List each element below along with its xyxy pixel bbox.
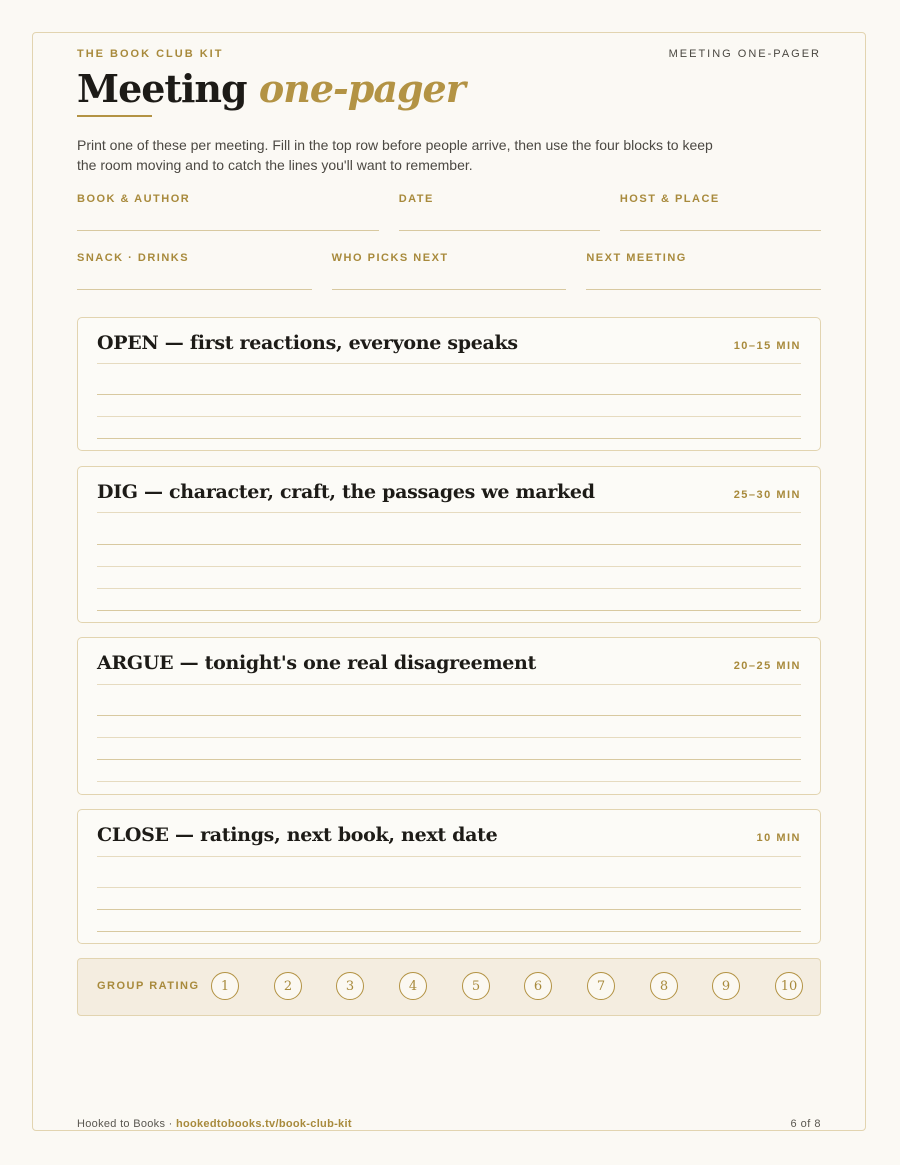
intro-paragraph: Print one of these per meeting. Fill in the top row before people arrive, then use the four blocks to keep the room moving and to catch the lines you'll want to remember. [77,137,713,173]
kit-kicker: THE BOOK CLUB KIT [77,48,224,60]
group-rating-label: GROUP RATING [97,980,200,992]
write-line[interactable] [586,289,821,290]
note-line[interactable] [97,715,801,716]
page-number: 6 of 8 [790,1118,821,1130]
rating-option-5[interactable]: 5 [462,972,490,1000]
note-line[interactable] [97,781,801,782]
header-rule [97,512,801,513]
field-label: HOST & PLACE [619,193,720,205]
field-snack-drinks[interactable] [77,252,312,290]
write-line[interactable] [77,289,312,290]
note-line[interactable] [97,909,801,910]
block-time: 10 MIN [756,832,801,844]
field-label: BOOK & AUTHOR [77,193,191,205]
block-header [97,481,801,503]
rating-option-1[interactable]: 1 [211,972,239,1000]
top-row [77,47,821,61]
block-header [97,824,801,846]
note-line[interactable] [97,566,801,567]
field-label: NEXT MEETING [586,252,687,264]
block-time: 10–15 MIN [733,340,801,352]
meeting-one-pager-page [32,32,866,1131]
rating-option-7[interactable]: 7 [587,972,615,1000]
field-host-place[interactable] [620,193,821,231]
title-main: Meeting [77,66,247,111]
page-footer [77,1118,821,1130]
field-label: WHO PICKS NEXT [331,252,449,264]
write-line[interactable] [620,230,821,231]
note-line[interactable] [97,887,801,888]
note-line[interactable] [97,544,801,545]
block-header [97,652,801,674]
header-rule [97,856,801,857]
block-title: DIG — character, craft, the passages we marked [97,481,595,503]
note-line[interactable] [97,759,801,760]
rating-option-2[interactable]: 2 [274,972,302,1000]
rating-option-3[interactable]: 3 [336,972,364,1000]
title-underline [77,115,152,117]
rating-option-10[interactable]: 10 [775,972,803,1000]
rating-option-6[interactable]: 6 [524,972,552,1000]
footer-url-link[interactable]: hookedtobooks.tv/book-club-kit [175,1118,352,1130]
block-dig [77,466,821,623]
field-label: DATE [398,193,434,205]
note-line[interactable] [97,416,801,417]
field-book-author[interactable] [77,193,379,231]
header-rule [97,363,801,364]
block-time: 25–30 MIN [733,489,801,501]
field-who-picks-next[interactable] [332,252,567,290]
meeting-fields [77,193,821,290]
fields-row-1 [77,193,821,231]
document-type-label: MEETING ONE-PAGER [668,48,821,60]
footer-credit [77,1118,352,1130]
block-title: CLOSE — ratings, next book, next date [97,824,498,846]
rating-option-4[interactable]: 4 [399,972,427,1000]
note-line[interactable] [97,931,801,932]
rating-option-9[interactable]: 9 [712,972,740,1000]
note-line[interactable] [97,737,801,738]
header-rule [97,684,801,685]
note-line[interactable] [97,394,801,395]
field-date[interactable] [399,193,600,231]
block-argue [77,637,821,795]
title-accent: one-pager [258,66,465,111]
field-label: SNACK · DRINKS [77,252,190,264]
block-header [97,332,801,354]
group-rating-bar [77,958,821,1016]
write-line[interactable] [332,289,567,290]
write-line[interactable] [399,230,600,231]
footer-brand: Hooked to Books · [77,1118,176,1130]
note-line[interactable] [97,438,801,439]
block-title: OPEN — first reactions, everyone speaks [97,332,518,354]
write-line[interactable] [77,230,379,231]
field-next-meeting[interactable] [586,252,821,290]
block-close [77,809,821,944]
page-title [77,65,821,113]
rating-option-8[interactable]: 8 [650,972,678,1000]
block-time: 20–25 MIN [733,660,801,672]
block-open [77,317,821,451]
note-line[interactable] [97,610,801,611]
note-line[interactable] [97,588,801,589]
block-title: ARGUE — tonight's one real disagreement [97,652,537,674]
page-content [77,47,821,1130]
fields-row-2 [77,252,821,290]
